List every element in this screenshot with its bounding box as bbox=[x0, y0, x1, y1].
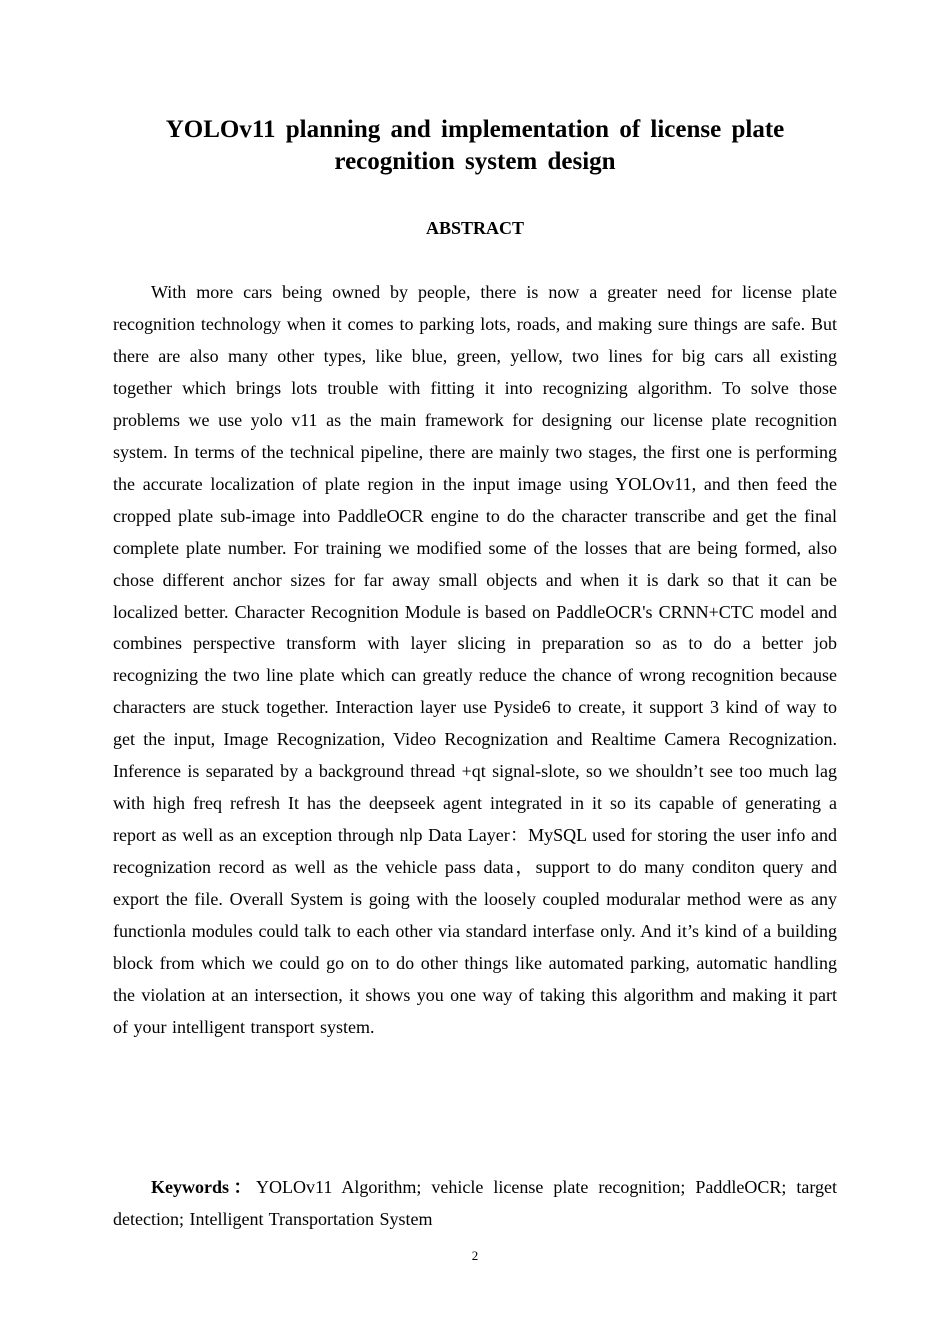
keywords-label: Keywords： bbox=[151, 1177, 257, 1197]
abstract-heading: ABSTRACT bbox=[425, 218, 525, 238]
page-number: 2 bbox=[471, 1248, 479, 1263]
paper-title: YOLOv11 planning and implementation of license plate recognition system design bbox=[165, 116, 785, 175]
keywords-text: YOLOv11 Algorithm; vehicle license plate recognition; PaddleOCR; target detection; Intelligent Transportation System bbox=[113, 1177, 837, 1229]
keywords-paragraph bbox=[113, 1171, 837, 1235]
abstract-body: With more cars being owned by people, there is now a greater need for license plate recognition technology when it comes to parking lots, roads, and making sure things are safe. But there are also many other types, like blue, green, yellow, two lines for big cars all existing together which brings lots trouble with fitting it into recognizing algorithm. To solve those problems we use yolo v11 as the main framework for designing our license plate recognition system. In terms of the technical pipeline, there are mainly two stages, the first one is performing the accurate localization of plate region in the input image using YOLOv11, and then feed the cropped plate sub-image into PaddleOCR engine to do the character transcribe and get the final complete plate number. For training we modified some of the losses that are being formed, also chose different anchor sizes for far away small objects and when it is dark so that it can be localized better. Character Recognition Module is based on PaddleOCR's CRNN+CTC model and combines perspective transform with layer slicing in preparation so as to do a better job recognizing the two line plate which can greatly reduce the chance of wrong recognition because characters are stuck together. Interaction layer use Pyside6 to create, it support 3 kind of way to get the input, Image Recognization, Video Recognization and Realtime Camera Recognization. Inference is separated by a background thread +qt signal-slote, so we shouldn’t see too much lag with high freq refresh It has the deepseek agent integrated in it so its capable of generating a report as well as an exception through nlp Data Layer：MySQL used for storing the user info and recognization record as well as the vehicle pass data，support to do many conditon query and export the file. Overall System is going with the loosely coupled moduralar method were as any functionla modules could talk to each other via standard interfase only. And it’s kind of a building block from which we could go on to do other things like automated parking, automatic handling the violation at an intersection, it shows you one way of taking this algorithm and making it part of your intelligent transport system. bbox=[113, 282, 837, 1037]
